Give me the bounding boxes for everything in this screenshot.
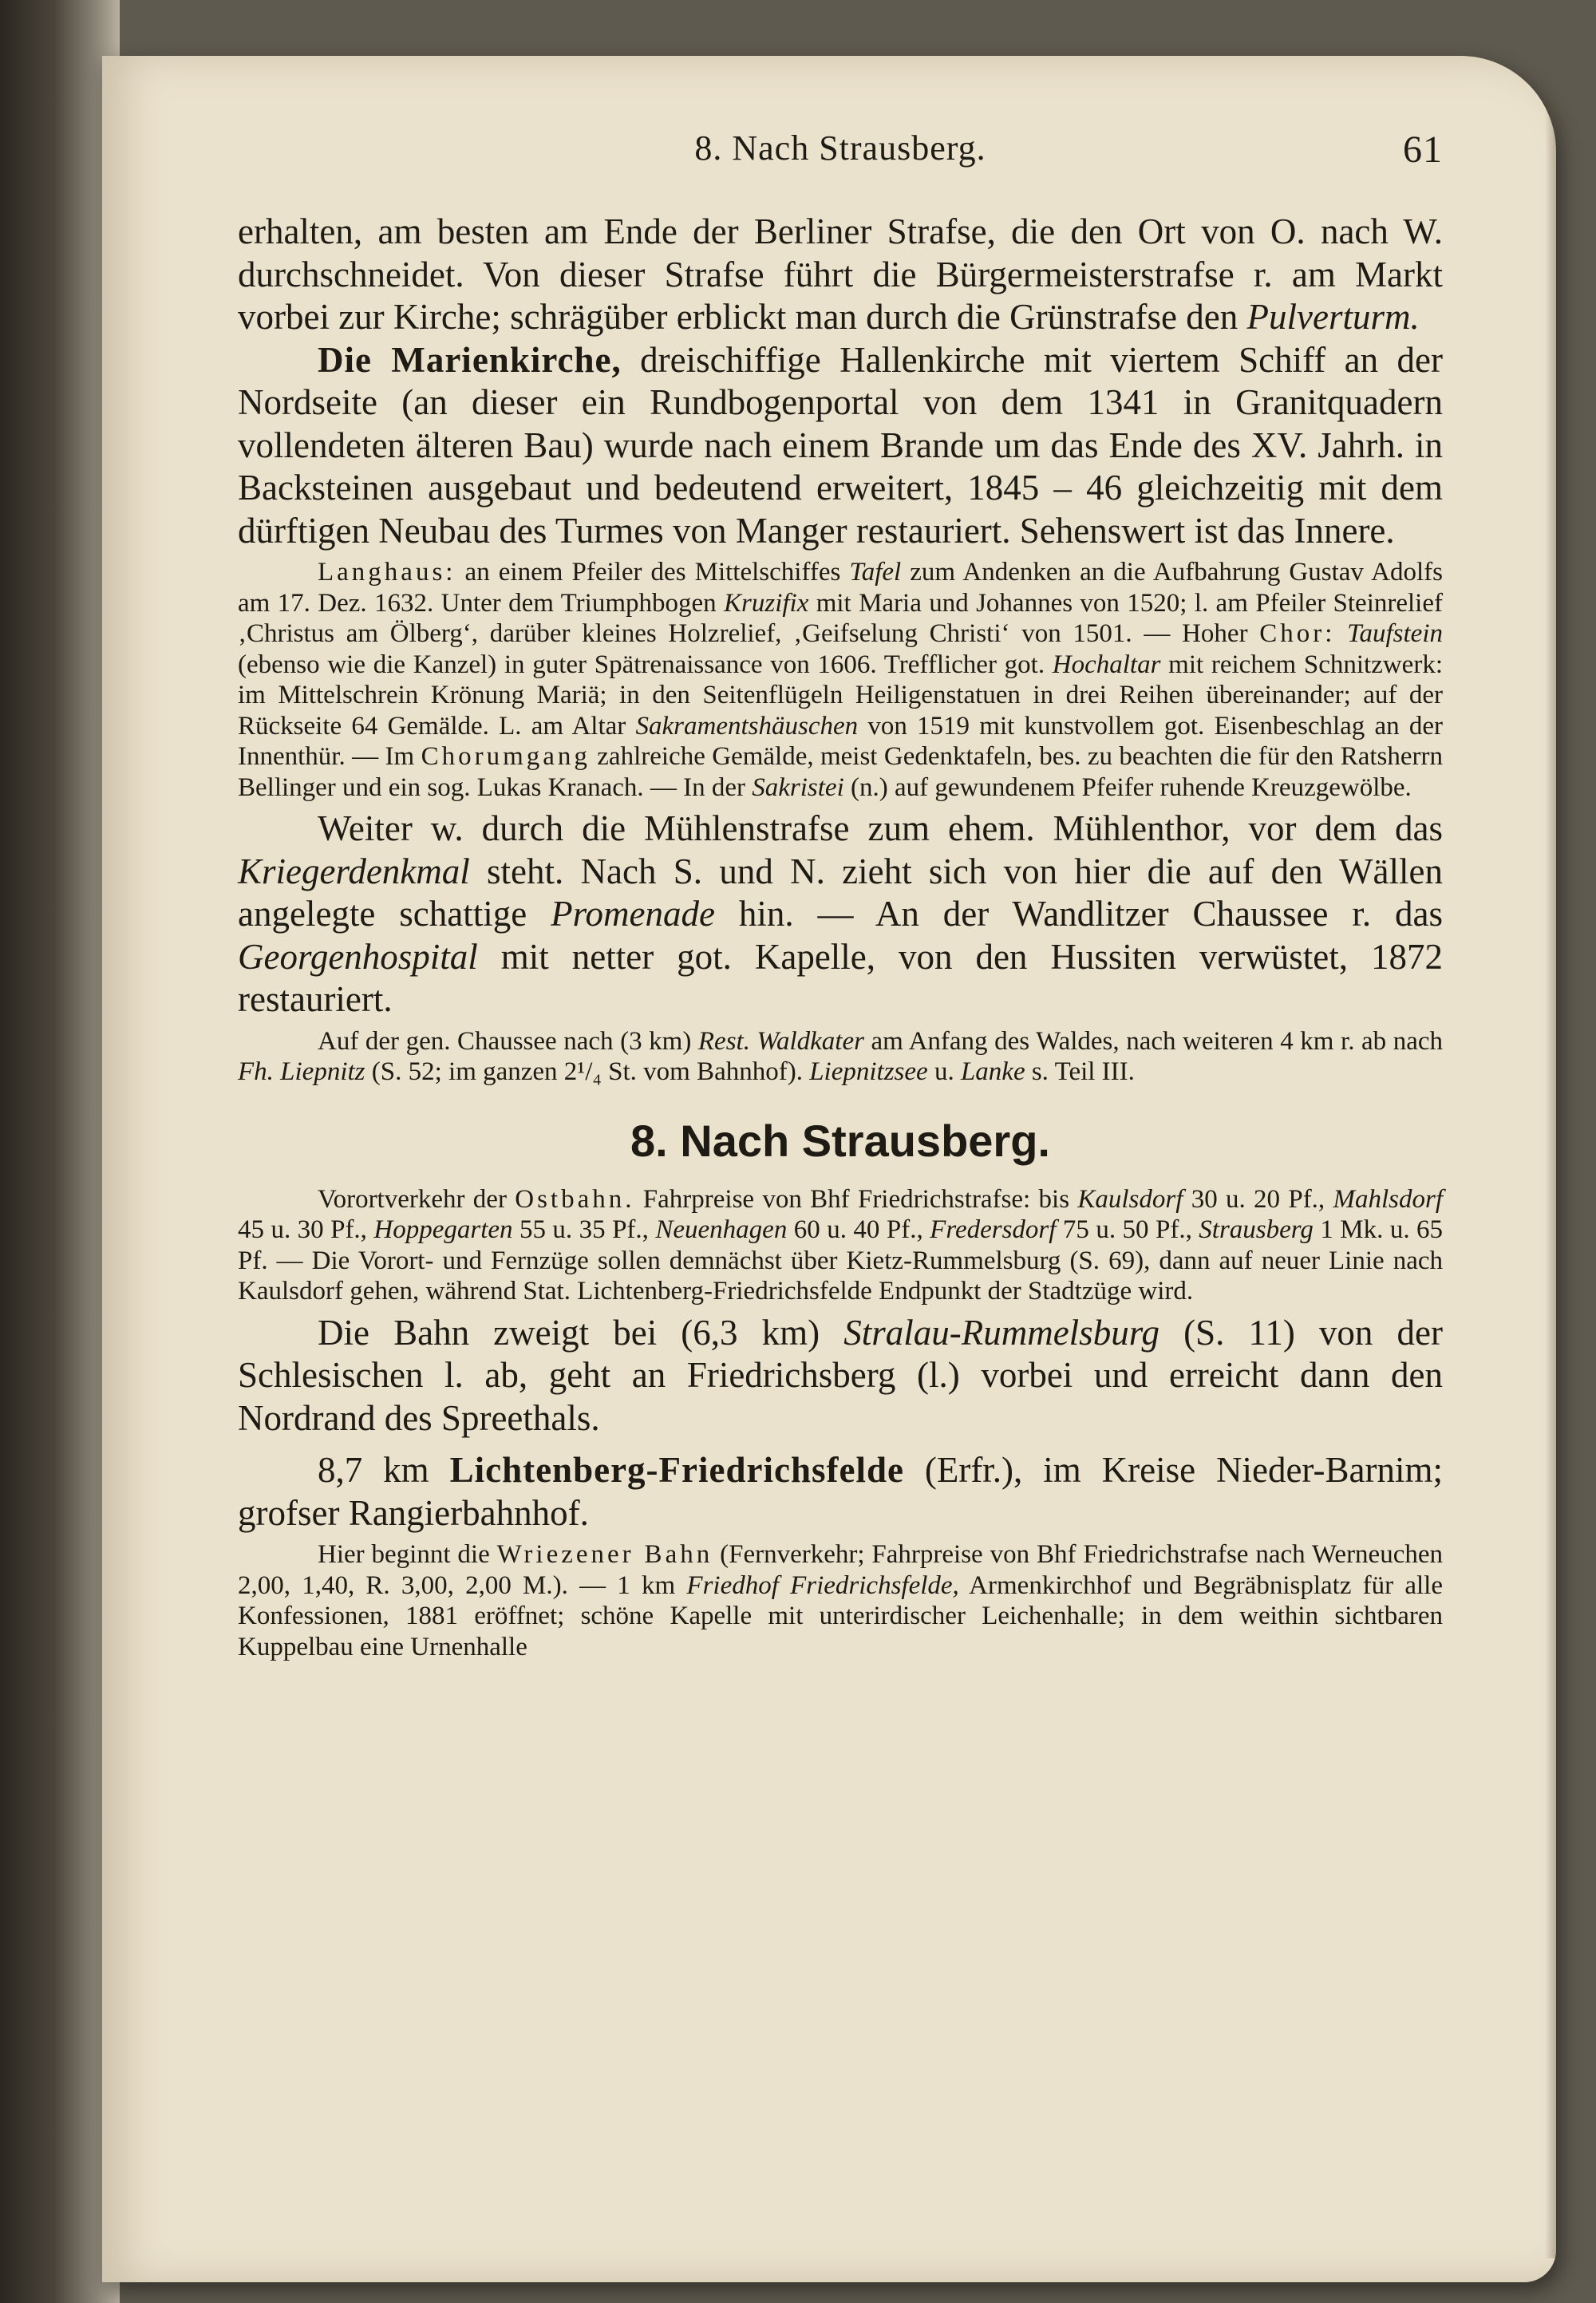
text-run: mit Maria und Johannes von 1520; l. am Pfeiler Steinrelief ‚Christus am Ölberg‘, darüber kleines Holzrelief, ‚Geifselung Christi‘ von 1501. — Hoher — [238, 588, 1443, 648]
spaced-run: Chorumgang — [421, 742, 591, 771]
text-run: am Anfang des Waldes, nach weiteren 4 km r. ab nach — [863, 1026, 1444, 1056]
italic-run: Sakramentshäuschen — [635, 711, 859, 741]
italic-run: Kruzifix — [724, 588, 809, 618]
italic-run: Stralau-Rummelsburg — [843, 1312, 1160, 1353]
text-run: Auf der gen. Chaussee nach (3 km) — [318, 1026, 698, 1056]
text-run: (n.) auf gewundenem Pfeifer ruhende Kreuzgewölbe. — [843, 772, 1412, 802]
text-run: 1 Mk. u. 65 Pf. — Die Vorort- und Fernzüge sollen demnächst über Kietz-Rummelsburg (S. 69), dann auf neuer Linie nach Kaulsdorf gehen, während Stat. Lichtenberg-Friedrichsfelde Endpunkt der Stadtzüge wird. — [238, 1215, 1444, 1306]
spaced-run: Langhaus: — [318, 558, 456, 587]
italic-run: Kriegerdenkmal — [238, 851, 470, 891]
spaced-run: Ostbahn. — [515, 1184, 635, 1214]
paragraph-intro — [238, 211, 1443, 339]
text-run: steht. Nach S. und N. zieht sich von hier die auf den Wällen angelegte schattige — [238, 851, 1443, 934]
text-run: (S. 11) von der Schlesischen l. ab, geht an Friedrichsberg (l.) vorbei und erreicht dann den Nordrand des Spreethals. — [238, 1312, 1443, 1438]
text-run: Weiter w. durch die Mühlenstrafse zum ehem. Mühlenthor, vor dem das — [318, 808, 1443, 848]
text-run: hin. — An der Wandlitzer Chaussee r. das — [714, 894, 1443, 934]
text-run: Hier beginnt die — [318, 1540, 497, 1569]
italic-run: Kaulsdorf — [1077, 1184, 1183, 1214]
italic-run: Sakristei — [752, 772, 844, 802]
text-run: von 1519 mit kunstvollem got. Eisenbeschlag an der Innenthür. — Im — [238, 711, 1443, 771]
text-run: 55 u. 35 Pf., — [512, 1215, 656, 1244]
italic-run: Georgenhospital — [238, 936, 478, 977]
small-print-chaussee — [238, 1026, 1443, 1088]
spaced-run: Chor: — [1259, 619, 1336, 648]
page-content — [238, 128, 1443, 1662]
text-run: Die Bahn zweigt bei (6,3 km) — [318, 1312, 844, 1353]
bold-run: Die Marienkirche, — [318, 339, 622, 380]
text-run: 60 u. 40 Pf., — [787, 1215, 930, 1244]
italic-run: Fredersdorf — [930, 1215, 1057, 1244]
text-run: zum Andenken an die Aufbahrung Gustav Adolfs am 17. Dez. 1632. Unter dem Triumphbogen — [238, 558, 1444, 618]
italic-run: Rest. Waldkater — [697, 1026, 864, 1056]
small-print-langhaus — [238, 557, 1443, 803]
text-run: erhalten, am besten am Ende der Berliner Strafse, die den Ort von O. nach W. durchschneidet. Von dieser Strafse führt die Bürgermeisterstrafse r. am Markt vorbei zur Kirche; schrägüber erblickt man durch die Grünstrafse den — [238, 211, 1443, 337]
text-run: an einem Pfeiler des Mittelschiffes — [456, 558, 850, 587]
italic-run: Lanke — [960, 1057, 1025, 1086]
italic-run: Hoppegarten — [373, 1215, 513, 1244]
running-head — [238, 128, 1443, 184]
italic-run: Promenade — [551, 894, 715, 934]
italic-run: Friedhof Friedrichsfelde, — [686, 1570, 959, 1600]
italic-run: Neuenhagen — [655, 1215, 788, 1244]
text-run: 30 u. 20 Pf., — [1183, 1184, 1333, 1214]
italic-run: Tafel — [849, 558, 902, 587]
paragraph-marienkirche — [238, 339, 1443, 553]
text-run — [1335, 619, 1347, 648]
text-run: (Erfr.), im Kreise Nieder-Barnim; grofser Rangierbahnhof. — [238, 1450, 1443, 1533]
book-page — [102, 56, 1556, 2282]
text-run: 8,7 km — [318, 1450, 450, 1490]
text-run: (S. 52; im ganzen 2¹/₄ St. vom Bahnhof). — [365, 1057, 810, 1086]
text-run: u. — [927, 1057, 961, 1086]
paragraph-lichtenberg — [238, 1449, 1443, 1535]
italic-run: Fh. Liepnitz — [238, 1057, 365, 1086]
spaced-run: Wriezener Bahn — [496, 1540, 713, 1569]
section-heading: 8. Nach Strausberg. — [630, 1115, 1050, 1166]
italic-run: Liepnitzsee — [809, 1057, 928, 1086]
paragraph-bahn — [238, 1312, 1443, 1440]
text-run: Armenkirchhof und Begräbnisplatz für alle Konfessionen, 1881 eröffnet; schöne Kapelle mit unterirdischer Leichenhalle; in dem weithin sichtbaren Kuppelbau eine Urnenhalle — [238, 1570, 1443, 1661]
text-run: (Fernverkehr; Fahrpreise von Bhf Friedrichstrafse nach Werneuchen 2,00, 1,40, R. 3,00, 2,00 M.). — 1 km — [238, 1540, 1444, 1600]
small-print-vorortverkehr — [238, 1184, 1443, 1307]
text-run: 75 u. 50 Pf., — [1056, 1215, 1199, 1244]
small-print-wriezener-bahn — [238, 1539, 1443, 1662]
running-title: 8. Nach Strausberg. — [694, 128, 986, 168]
text-run: zahlreiche Gemälde, meist Gedenktafeln, bes. zu beachten die für den Ratsherrn Bellinger und ein sog. Lukas Kranach. — In der — [238, 742, 1443, 802]
italic-run: Taufstein — [1347, 619, 1443, 648]
text-run: Vorortverkehr der — [318, 1184, 516, 1214]
text-run: 45 u. 30 Pf., — [238, 1215, 374, 1244]
italic-run: Hochaltar — [1052, 650, 1161, 679]
text-run: dreischiffige Hallenkirche mit viertem Schiff an der Nordseite (an dieser ein Rundbogenportal von dem 1341 in Granitquadern vollendeten älteren Bau) wurde nach einem Brande um das Ende des XV. Jahrh. in Backsteinen ausgebaut und bedeutend erweitert, 1845 – 46 gleichzeitig mit dem dürftigen Neubau des Turmes von Manger restauriert. Sehenswert ist das Innere. — [238, 339, 1443, 551]
text-run: mit netter got. Kapelle, von den Hussiten verwüstet, 1872 restauriert. — [238, 936, 1443, 1019]
bold-run: Lichtenberg-Friedrichsfelde — [449, 1450, 904, 1490]
page-number: 61 — [1403, 128, 1443, 171]
body-text — [238, 211, 1443, 1662]
text-run: Fahrpreise von Bhf Friedrichstrafse: bis — [634, 1184, 1078, 1214]
text-run: (ebenso wie die Kanzel) in guter Spätrenaissance von 1606. Trefflicher got. — [238, 650, 1053, 679]
text-run: mit reichem Schnitzwerk: im Mittelschrein Krönung Mariä; in den Seitenflügeln Heiligenstatuen in drei Reihen übereinander; auf der Rückseite 64 Gemälde. L. am Altar — [238, 650, 1443, 741]
italic-run: Strausberg — [1199, 1215, 1314, 1244]
paragraph-weiter — [238, 808, 1443, 1021]
italic-run: Mahlsdorf — [1333, 1184, 1443, 1214]
text-run: s. Teil III. — [1025, 1057, 1135, 1086]
italic-run: Pulverturm. — [1246, 297, 1420, 337]
